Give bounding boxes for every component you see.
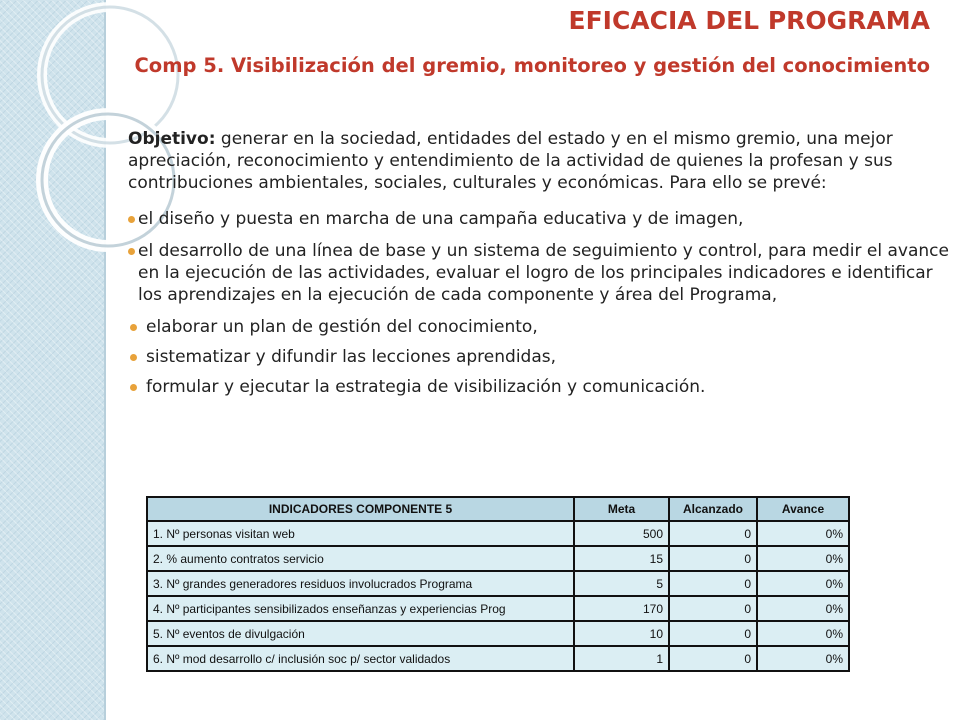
table-cell: 0% (757, 571, 849, 596)
table-row (147, 546, 849, 571)
table-cell: 5. Nº eventos de divulgación (147, 621, 574, 646)
indicators-table (146, 496, 850, 672)
table-row (147, 521, 849, 546)
table-cell: 2. % aumento contratos servicio (147, 546, 574, 571)
column-header: Meta (574, 497, 669, 521)
page-title: EFICACIA DEL PROGRAMA (568, 6, 930, 35)
bullet-icon (128, 248, 135, 255)
bullet-icon (128, 216, 135, 223)
list-item (128, 316, 950, 338)
list-item (128, 376, 950, 398)
table-cell: 0 (669, 621, 757, 646)
table-cell: 0% (757, 546, 849, 571)
table-cell: 500 (574, 521, 669, 546)
objective-label: Objetivo: (128, 129, 216, 149)
table-cell: 0 (669, 546, 757, 571)
objective-text: generar en la sociedad, entidades del estado y en el mismo gremio, una mejor apreciación, reconocimiento y entendimiento de la actividad de quienes la profesan y sus contribuciones ambientales, sociales, culturales y económicas. Para ello se prevé: (128, 129, 893, 193)
list-item-text: sistematizar y difundir las lecciones aprendidas, (146, 347, 557, 367)
list-item-text: formular y ejecutar la estrategia de visibilización y comunicación. (146, 377, 706, 397)
table-cell: 15 (574, 546, 669, 571)
bullet-icon (130, 324, 137, 331)
table-cell: 4. Nº participantes sensibilizados enseñanzas y experiencias Prog (147, 596, 574, 621)
table-cell: 5 (574, 571, 669, 596)
table-cell: 3. Nº grandes generadores residuos involucrados Programa (147, 571, 574, 596)
table-row (147, 571, 849, 596)
column-header: Avance (757, 497, 849, 521)
table-cell: 1 (574, 646, 669, 671)
list-item (128, 240, 950, 306)
table-row (147, 646, 849, 671)
bullet-icon (130, 384, 137, 391)
page-subtitle: Comp 5. Visibilización del gremio, monitoreo y gestión del conocimiento (134, 54, 930, 77)
column-header: INDICADORES COMPONENTE 5 (147, 497, 574, 521)
content-body (128, 128, 950, 406)
table-cell: 0 (669, 596, 757, 621)
bullet-icon (130, 354, 137, 361)
list-item-text: elaborar un plan de gestión del conocimiento, (146, 317, 538, 337)
list-item-text: el diseño y puesta en marcha de una campaña educativa y de imagen, (138, 209, 744, 229)
column-header: Alcanzado (669, 497, 757, 521)
table-cell: 0 (669, 571, 757, 596)
table-cell: 170 (574, 596, 669, 621)
table-header-row (147, 497, 849, 521)
table-row (147, 621, 849, 646)
objective-paragraph (128, 128, 950, 194)
table-cell: 0 (669, 646, 757, 671)
list-item (128, 208, 950, 230)
list-item (128, 346, 950, 368)
table-cell: 10 (574, 621, 669, 646)
table-cell: 6. Nº mod desarrollo c/ inclusión soc p/ sector validados (147, 646, 574, 671)
table-cell: 0% (757, 646, 849, 671)
bullet-list (128, 208, 950, 398)
table-cell: 0% (757, 621, 849, 646)
table-row (147, 596, 849, 621)
table-cell: 1. Nº personas visitan web (147, 521, 574, 546)
list-item-text: el desarrollo de una línea de base y un sistema de seguimiento y control, para medir el avance en la ejecución de las actividades, evaluar el logro de los principales indicadores e identificar los aprendizajes en la ejecución de cada componente y área del Programa, (138, 241, 949, 305)
table-cell: 0% (757, 596, 849, 621)
table-cell: 0% (757, 521, 849, 546)
table-cell: 0 (669, 521, 757, 546)
